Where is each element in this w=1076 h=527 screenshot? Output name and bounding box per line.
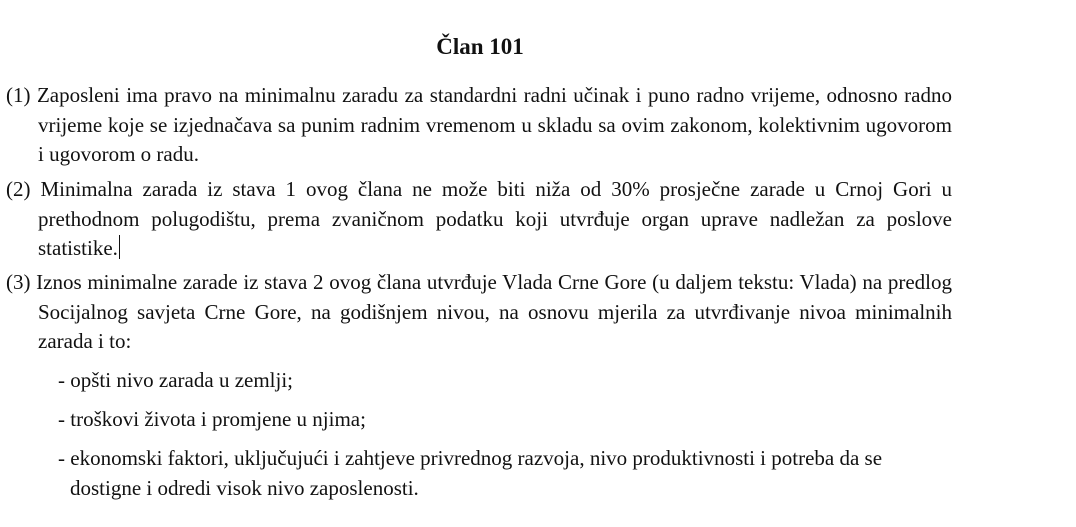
list-item: - opšti nivo zarada u zemlji; [58,368,294,392]
paragraph-2-text: (2) Minimalna zarada iz stava 1 ovog člana ne može biti niža od 30% prosječne zarade u Crnoj Gori u prethodnom polugodištu, prema zvaničnom podatku koji utvrđuje organ uprave nadležan za poslove statistike. [6,177,952,260]
text-cursor [119,235,120,259]
paragraph-2 [6,175,952,264]
article-title: Član 101 [436,34,524,59]
list-item: - troškovi života i promjene u njima; [58,407,366,431]
paragraph-3: (3) Iznos minimalne zarade iz stava 2 ovog člana utvrđuje Vlada Crne Gore (u daljem tekstu: Vlada) na predlog Socijalnog savjeta Crne Gore, na godišnjem nivou, na osnovu mjerila za utvrđivanje nivoa minimalnih zarada i to: [6,270,952,353]
list-item: - ekonomski faktori, uključujući i zahtjeve privrednog razvoja, nivo produktivnosti i potreba da se dostigne i odredi visok nivo zaposlenosti. [58,446,883,500]
paragraph-1: (1) Zaposleni ima pravo na minimalnu zaradu za standardni radni učinak i puno radno vrijeme, odnosno radno vrijeme koje se izjednačava sa punim radnim vremenom u skladu sa ovim zakonom, kolektivnim ugovorom i ugovorom o radu. [6,83,952,166]
